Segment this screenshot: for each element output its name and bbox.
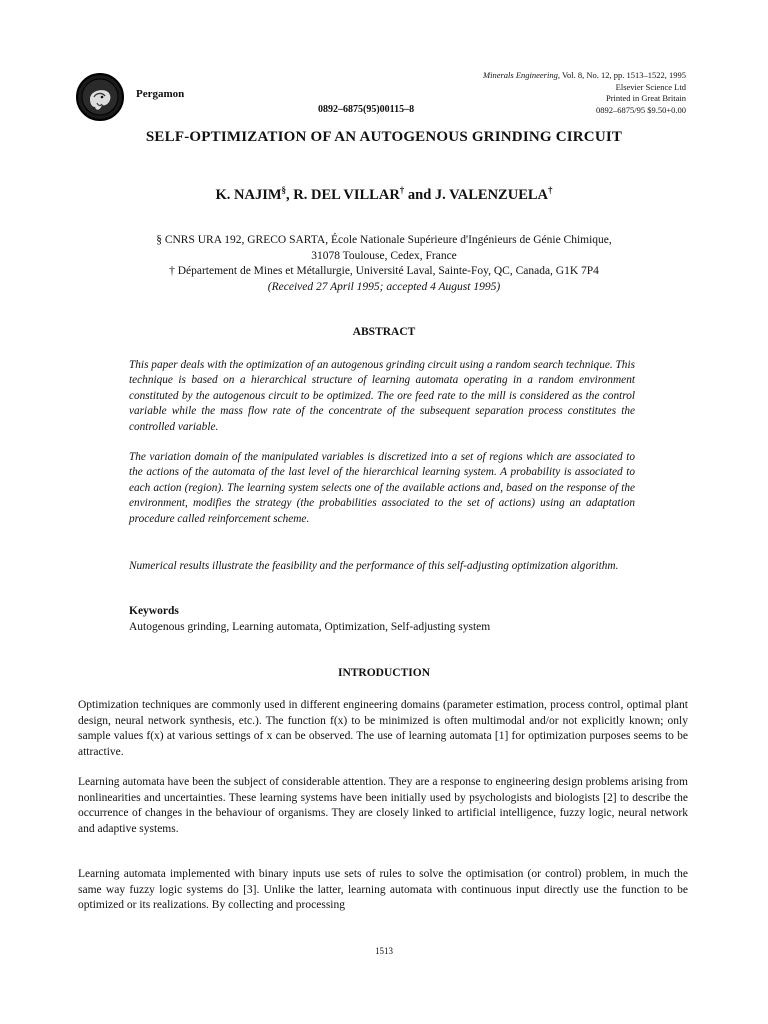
journal-price-code: 0892–6875/95 $9.50+0.00 bbox=[595, 104, 686, 115]
affiliation-line-1: § CNRS URA 192, GRECO SARTA, École Nationale Supérieure d'Ingénieurs de Génie Chimique, bbox=[156, 234, 612, 246]
affiliation-line-2: 31078 Toulouse, Cedex, France bbox=[311, 249, 457, 262]
introduction-paragraph-2: Learning automata have been the subject of considerable attention. They are a response to engineering design problems arising from nonlinearities and uncertainties. These learning systems have been initially used by psychologists and biologists [2] to describe the occurrence of changes in the behaviour of organisms. They are closely linked to artificial intelligence, fuzzy logic, neural network and adaptive systems. bbox=[78, 776, 688, 835]
author-1-mark: § bbox=[281, 185, 287, 195]
journal-name: Minerals Engineering bbox=[483, 70, 558, 80]
author-3-mark: † bbox=[548, 185, 553, 195]
keywords-heading: Keywords bbox=[129, 605, 179, 617]
publisher-logo bbox=[76, 73, 124, 121]
abstract-paragraph-2: The variation domain of the manipulated variables is discretized into a set of regions which are associated to the actions of the automata of the last level of the hierarchical learning system. A probability is associated to each action (region). The learning system selects one of the available actions and, based on the response of the environment, modifies the strategy (the probabilities associated to the set of actions) using an adaptation procedure called reinforcement scheme. bbox=[129, 451, 635, 525]
affiliations bbox=[0, 233, 768, 295]
received-dates: (Received 27 April 1995; accepted 4 August 1995) bbox=[267, 280, 501, 293]
journal-info bbox=[483, 70, 686, 116]
article-issn: 0892–6875(95)00115–8 bbox=[318, 104, 415, 115]
author-3: and J. VALENZUELA bbox=[404, 186, 549, 203]
journal-copyright: Elsevier Science Ltd bbox=[615, 81, 686, 92]
journal-citation: , Vol. 8, No. 12, pp. 1513–1522, 1995 bbox=[557, 70, 686, 80]
author-1: K. NAJIM bbox=[215, 186, 282, 203]
author-2-mark: † bbox=[399, 185, 405, 195]
journal-printed: Printed in Great Britain bbox=[605, 93, 686, 103]
introduction-paragraph-3: Learning automata implemented with binary inputs use sets of rules to solve the optimisation (or control) problem, in much the same way fuzzy logic systems do [3]. Unlike the latter, learning automata with continuous input directly use the function to be optimized or its realizations. By collecting and processing bbox=[78, 868, 688, 912]
paper-title: SELF-OPTIMIZATION OF AN AUTOGENOUS GRINDING CIRCUIT bbox=[145, 129, 623, 145]
abstract-paragraph-1: This paper deals with the optimization of an autogenous grinding circuit using a random search technique. This technique is based on a hierarchical structure of learning automata operating in a random environment constituted by the autogenous circuit to be optimized. The ore feed rate to the mill is considered as the control variable while the mass flow rate of the concentrate of the subsequent separation process constitutes the controlled variable. bbox=[129, 359, 635, 433]
affiliation-line-3: † Département de Mines et Métallurgie, Université Laval, Sainte-Foy, QC, Canada, G1K 7P4 bbox=[169, 265, 599, 278]
abstract-paragraph-3: Numerical results illustrate the feasibility and the performance of this self-adjusting optimization algorithm. bbox=[129, 560, 619, 572]
author-2: , R. DEL VILLAR bbox=[286, 186, 400, 203]
publisher-name: Pergamon bbox=[136, 88, 185, 100]
journal-citation-line bbox=[483, 70, 686, 82]
page-number: 1513 bbox=[375, 946, 393, 956]
elephant-head-icon bbox=[80, 77, 120, 117]
introduction-heading: INTRODUCTION bbox=[337, 667, 430, 679]
introduction-paragraph-1: Optimization techniques are commonly used in different engineering domains (parameter estimation, process control, optimal plant design, neural network synthesis, etc.). The function f(x) to be minimized is often multimodal and/or not explicitly known; only sample values f(x) at various settings of x can be observed. The use of learning automata [1] for optimization purposes seems to be attractive. bbox=[78, 699, 688, 758]
keywords-text: Autogenous grinding, Learning automata, Optimization, Self-adjusting system bbox=[129, 621, 491, 633]
abstract-heading: ABSTRACT bbox=[352, 326, 416, 338]
author-list bbox=[0, 185, 768, 204]
